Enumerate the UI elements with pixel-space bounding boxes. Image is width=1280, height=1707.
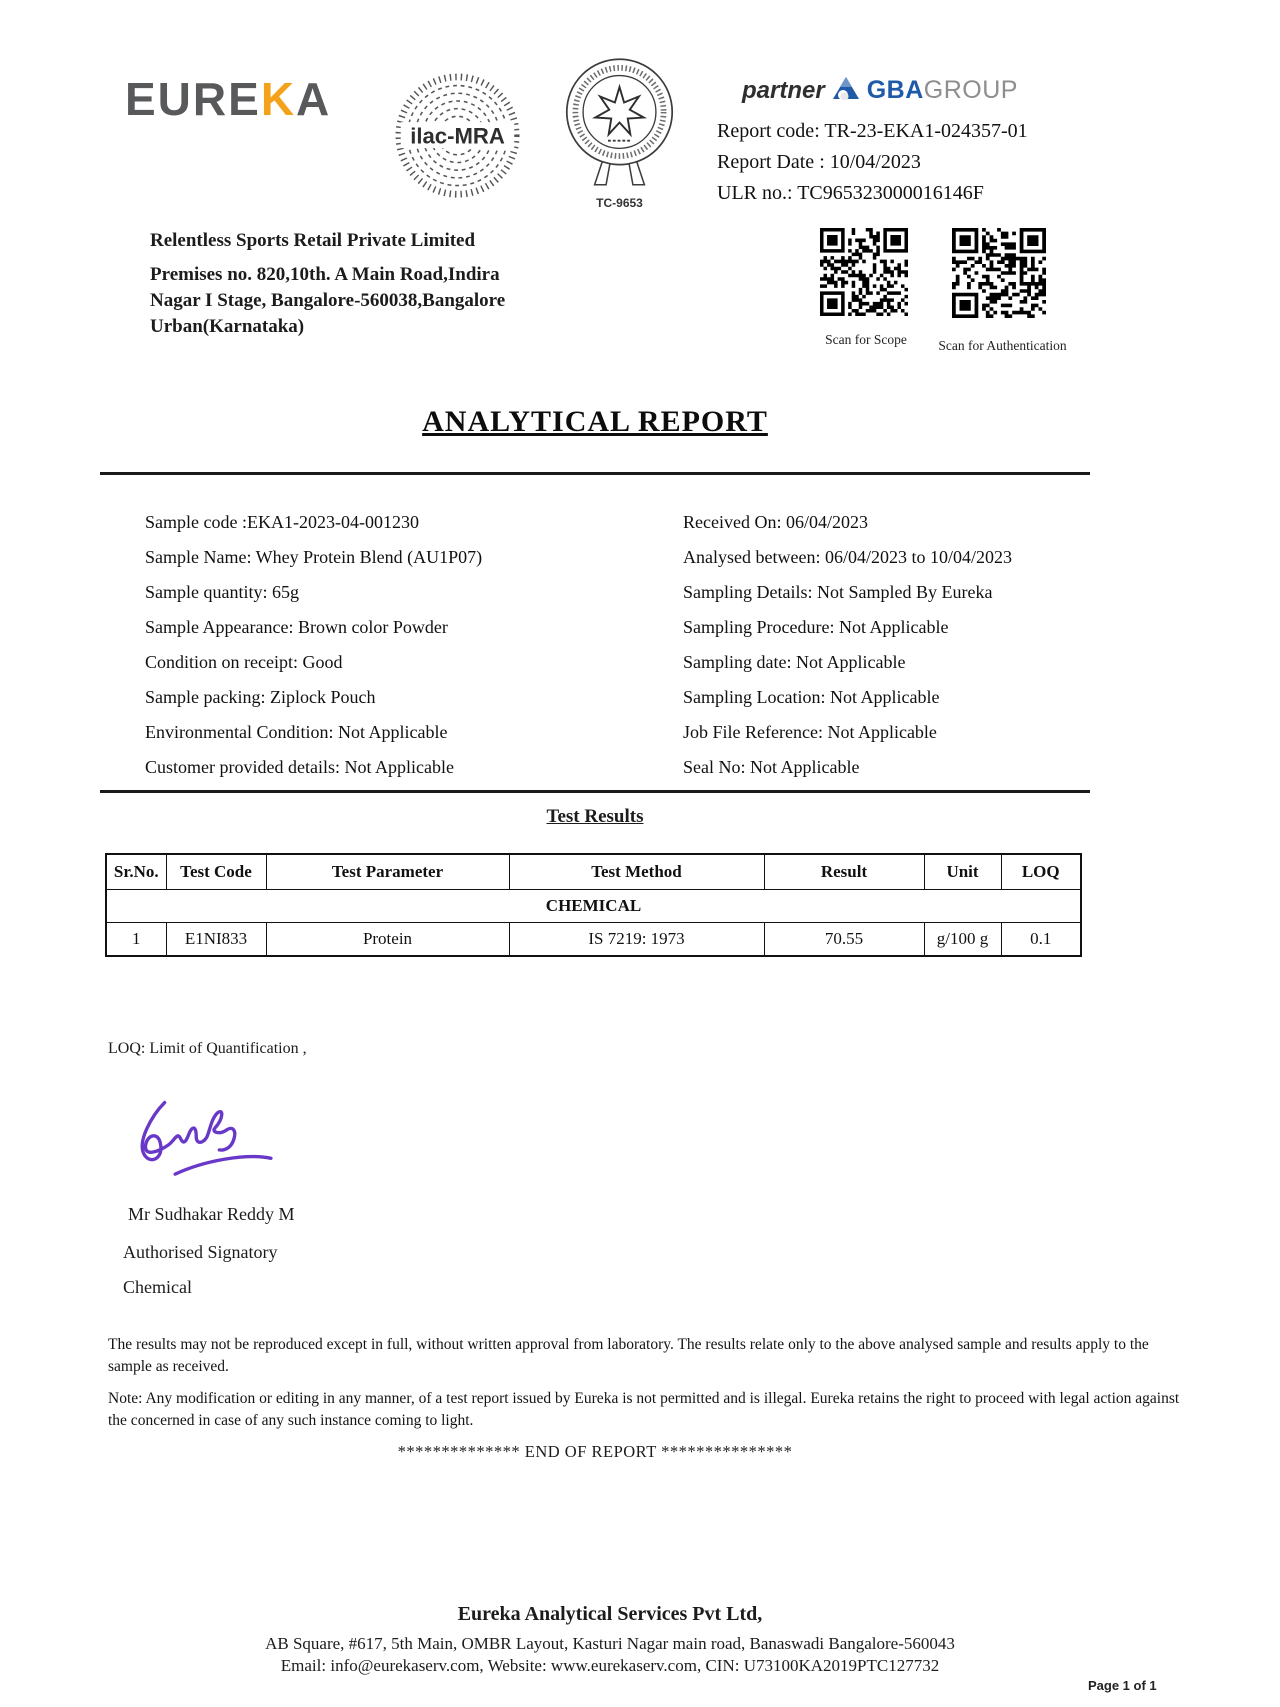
results-disclaimer: The results may not be reproduced except in full, without written approval from laboratory. The results relate only to the above analysed sample and results apply to the sample as received.: [108, 1336, 1149, 1375]
table-row: [106, 923, 1081, 957]
partner-word: partner: [742, 76, 825, 104]
sample-detail-line: Sample Name: Whey Protein Blend (AU1P07): [145, 547, 483, 567]
sample-detail-line: Sampling Location: Not Applicable: [683, 687, 940, 707]
sample-details-left-column: [145, 505, 482, 785]
cell-parameter: Protein: [266, 923, 509, 957]
sample-detail-line: Sampling date: Not Applicable: [683, 652, 906, 672]
customer-address: Premises no. 820,10th. A Main Road,Indira Nagar I Stage, Bangalore-560038,Bangalore Urban(Karnataka): [150, 264, 506, 337]
column-header-unit: Unit: [924, 854, 1001, 890]
gba-wordmark: GBA: [866, 76, 924, 104]
gba-triangle-icon: [832, 76, 860, 105]
column-header-method: Test Method: [509, 854, 764, 890]
sample-detail-line: Sample quantity: 65g: [145, 582, 299, 602]
cell-srno: 1: [106, 923, 166, 957]
nabl-seal-icon: [562, 50, 677, 200]
column-header-result: Result: [764, 854, 924, 890]
column-header-parameter: Test Parameter: [266, 854, 509, 890]
report-code: Report code: TR-23-EKA1-024357-01: [717, 120, 1028, 142]
sample-detail-line: Seal No: Not Applicable: [683, 757, 860, 777]
signatory-role: Authorised Signatory: [123, 1242, 278, 1262]
sample-detail-line: Sampling Procedure: Not Applicable: [683, 617, 949, 637]
lab-contact-line: Email: info@eurekaserv.com, Website: www.eurekaserv.com, CIN: U73100KA2019PTC127732: [280, 1656, 940, 1675]
divider-top: [100, 472, 1090, 475]
eureka-logo-gray-2: A: [296, 73, 332, 125]
report-date: Report Date : 10/04/2023: [717, 151, 921, 173]
partner-gba-group-logo: [742, 76, 1018, 105]
qr-code-authentication: [952, 228, 1046, 318]
group-label: CHEMICAL: [106, 890, 1081, 923]
test-results-heading: Test Results: [546, 806, 644, 827]
sample-detail-line: Sample packing: Ziplock Pouch: [145, 687, 376, 707]
lab-company-name: Eureka Analytical Services Pvt Ltd,: [457, 1603, 763, 1625]
column-header-testcode: Test Code: [166, 854, 266, 890]
cell-testcode: E1NI833: [166, 923, 266, 957]
cell-loq: 0.1: [1001, 923, 1081, 957]
sample-detail-line: Customer provided details: Not Applicable: [145, 757, 454, 777]
nabl-seal-certificate-number: TC-9653: [596, 196, 643, 210]
lab-address: AB Square, #617, 5th Main, OMBR Layout, Kasturi Nagar main road, Banaswadi Bangalore-560043: [265, 1634, 955, 1653]
table-header-row: [106, 854, 1081, 890]
column-header-srno: Sr.No.: [106, 854, 166, 890]
sample-detail-line: Analysed between: 06/04/2023 to 10/04/2023: [683, 547, 1012, 567]
cell-method: IS 7219: 1973: [509, 923, 764, 957]
report-meta-block: [717, 116, 1028, 209]
column-header-loq: LOQ: [1001, 854, 1081, 890]
customer-name: Relentless Sports Retail Private Limited: [150, 230, 476, 251]
cell-result: 70.55: [764, 923, 924, 957]
eureka-logo-orange-k: K: [260, 73, 297, 125]
sample-detail-line: Sample Appearance: Brown color Powder: [145, 617, 448, 637]
modification-note: Note: Any modification or editing in any manner, of a test report issued by Eureka is not permitted and is illegal. Eureka retains the right to proceed with legal action against the concerned in case of any such instance coming to light.: [108, 1390, 1180, 1429]
signature-ink: [122, 1092, 302, 1197]
test-results-table: [105, 853, 1082, 957]
cell-unit: g/100 g: [924, 923, 1001, 957]
sample-details-right-column: [683, 505, 1012, 785]
table-group-row: [106, 890, 1081, 923]
end-of-report-marker: ************** END OF REPORT ***************: [397, 1442, 793, 1461]
ulr-number: ULR no.: TC965323000016146F: [717, 182, 984, 204]
sample-detail-line: Received On: 06/04/2023: [683, 512, 868, 532]
sample-detail-line: Sample code :EKA1-2023-04-001230: [145, 512, 419, 532]
page-title: ANALYTICAL REPORT: [422, 405, 768, 438]
sample-detail-line: Environmental Condition: Not Applicable: [145, 722, 448, 742]
ilac-mra-seal-icon: [395, 70, 520, 210]
qr-scope-label: Scan for Scope: [825, 332, 907, 347]
divider-results: [100, 790, 1090, 793]
ilac-mra-seal-text: ilac-MRA: [410, 123, 505, 149]
signatory-name: Mr Sudhakar Reddy M: [128, 1204, 295, 1224]
page-number: Page 1 of 1: [1088, 1678, 1157, 1693]
signatory-department: Chemical: [123, 1277, 192, 1297]
eureka-logo-gray-1: EURE: [125, 73, 261, 125]
sample-detail-line: Sampling Details: Not Sampled By Eureka: [683, 582, 993, 602]
qr-authentication-label: Scan for Authentication: [938, 338, 1067, 353]
group-wordmark: GROUP: [923, 76, 1018, 104]
sample-detail-line: Job File Reference: Not Applicable: [683, 722, 937, 742]
qr-code-scope: [820, 228, 908, 316]
eureka-logo: [125, 72, 331, 126]
sample-detail-line: Condition on receipt: Good: [145, 652, 343, 672]
loq-footnote: LOQ: Limit of Quantification ,: [108, 1040, 307, 1057]
